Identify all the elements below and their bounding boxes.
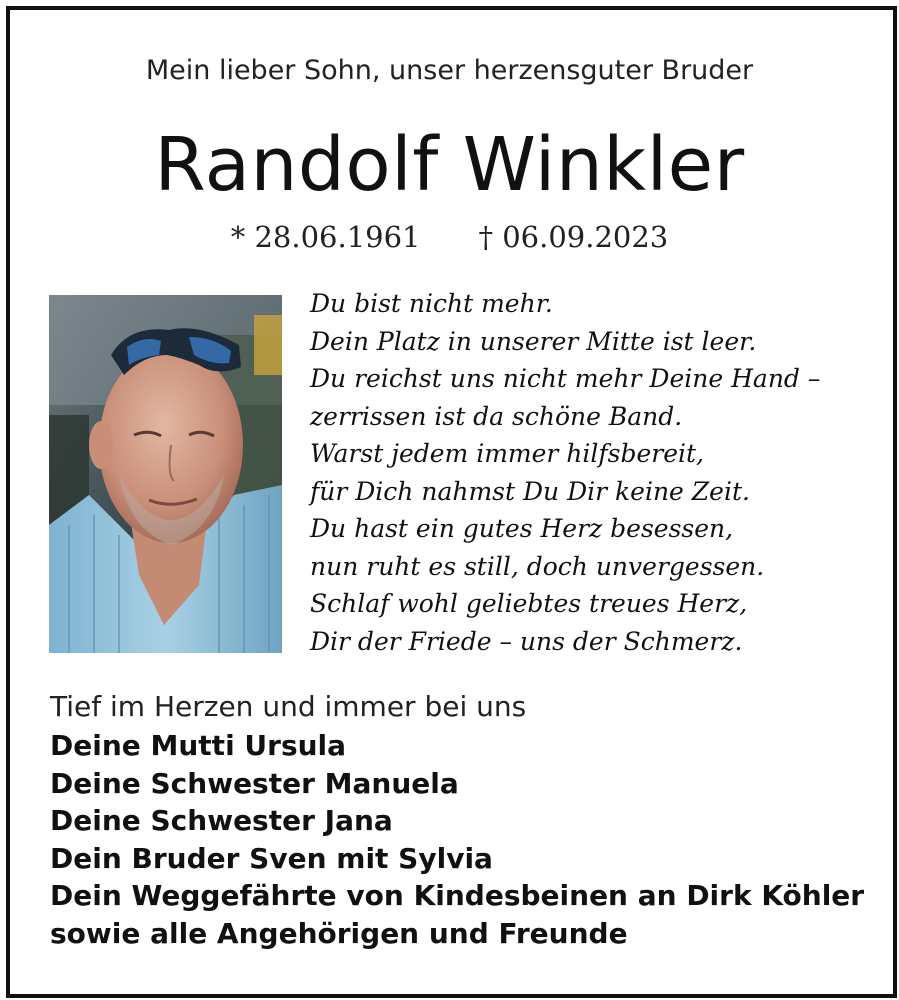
intro-line: Mein lieber Sohn, unser herzensguter Bruder — [145, 55, 754, 86]
signature-list — [50, 727, 864, 952]
poem — [310, 285, 870, 660]
poem-line: Dir der Friede – uns der Schmerz. — [310, 626, 743, 656]
signature-line: Dein Bruder Sven mit Sylvia — [50, 841, 493, 875]
life-dates — [0, 220, 899, 254]
death-date: † 06.09.2023 — [478, 220, 669, 254]
poem-line: zerrissen ist da schöne Band. — [310, 401, 683, 431]
poem-line: Schlaf wohl geliebtes treues Herz, — [310, 589, 748, 618]
closing-line: Tief im Herzen und immer bei uns — [50, 690, 527, 723]
signature-line: Deine Schwester Jana — [50, 804, 393, 837]
poem-line: für Dich nahmst Du Dir keine Zeit. — [310, 476, 750, 506]
poem-line: Du reichst uns nicht mehr Deine Hand – — [310, 364, 821, 393]
poem-line: Warst jedem immer hilfsbereit, — [310, 439, 705, 468]
signature-line: Dein Weggefährte von Kindesbeinen an Dirk Köhler — [50, 879, 865, 912]
deceased-name: Randolf Winkler — [154, 122, 745, 208]
birth-date: * 28.06.1961 — [230, 220, 421, 254]
poem-line: Du hast ein gutes Herz besessen, — [310, 514, 734, 543]
portrait-photo — [49, 295, 282, 653]
signature-line: Deine Schwester Manuela — [50, 766, 459, 800]
poem-line: Dein Platz in unserer Mitte ist leer. — [310, 326, 757, 356]
signature-line: sowie alle Angehörigen und Freunde — [50, 916, 628, 950]
poem-line: Du bist nicht mehr. — [310, 289, 553, 318]
poem-line: nun ruht es still, doch unvergessen. — [310, 551, 765, 581]
signature-line: Deine Mutti Ursula — [50, 729, 347, 762]
